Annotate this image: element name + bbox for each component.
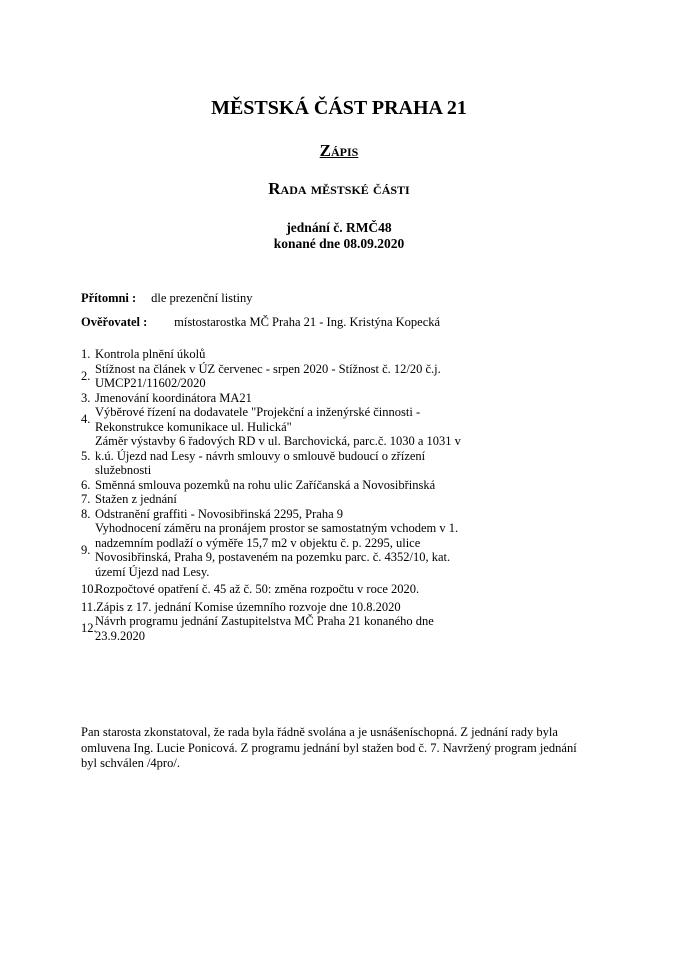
verifier-label: Ověřovatel : (81, 315, 148, 329)
agenda-item-line: území Újezd nad Lesy. (95, 564, 210, 579)
agenda-item (81, 405, 521, 434)
agenda-item (81, 600, 521, 615)
agenda-item (81, 434, 521, 478)
statement-paragraph: Pan starosta zkonstatoval, že rada byla řádně svolána a je usnášeníschopná. Z jednání rady byla omluvena Ing. Lucie Ponicová. Z programu jednání byl stažen bod č. 7. Navržený program jednání byl schválen /4pro/. (81, 725, 577, 770)
present-row (81, 290, 252, 306)
agenda-item-text (95, 478, 521, 493)
agenda-item-line: k.ú. Újezd nad Lesy - návrh smlouvy o smlouvě budoucí o zřízení (95, 448, 426, 463)
body-heading: Rada městské části (268, 179, 410, 198)
agenda-item (81, 614, 521, 643)
agenda-item-line: UMCP21/11602/2020 (95, 376, 206, 390)
agenda-item (81, 362, 521, 391)
municipality-title: MĚSTSKÁ ČÁST PRAHA 21 (211, 97, 467, 119)
verifier-row (81, 314, 440, 330)
agenda-item-text (95, 521, 521, 579)
agenda-item (81, 478, 521, 493)
agenda-item-text (95, 434, 521, 478)
agenda-item-line: služebnosti (95, 463, 152, 477)
agenda-item-line: Záměr výstavby 6 řadových RD v ul. Barchovická, parc.č. 1030 a 1031 v (95, 434, 461, 448)
agenda-item-text (95, 582, 521, 597)
agenda-item-number: 2. (81, 368, 91, 383)
agenda-item-number: 10. (81, 582, 97, 596)
agenda-item-line: 23.9.2020 (95, 628, 145, 643)
agenda-item (81, 582, 521, 597)
agenda-item-text (95, 347, 521, 362)
present-value: dle prezenční listiny (151, 291, 253, 305)
agenda-item (81, 521, 521, 579)
agenda-item-number: 9. (81, 542, 91, 557)
agenda-item-text (95, 405, 521, 434)
agenda-item-number: 12. (81, 621, 97, 636)
agenda-item-line: nadzemním podlaží o výměře 15,7 m2 v objektu č. p. 2295, ulice (95, 535, 421, 550)
agenda-item-line: Jmenování koordinátora MA21 (95, 390, 252, 405)
agenda-item-line: Návrh programu jednání Zastupitelstva MČ Praha 21 konaného dne (95, 614, 434, 628)
agenda-item (81, 507, 521, 522)
agenda-item-line: Odstranění graffiti - Novosibřinská 2295, Praha 9 (95, 506, 343, 521)
agenda-item-line: Zápis z 17. jednání Komise územního rozvoje dne 10.8.2020 (96, 599, 401, 614)
document-type-heading: Zápis (319, 141, 359, 160)
agenda-item (81, 347, 521, 362)
agenda-item-number: 3. (81, 390, 91, 405)
agenda-item-line: Kontrola plnění úkolů (95, 347, 206, 361)
agenda-item (81, 492, 521, 507)
agenda-item-line: Směnná smlouva pozemků na rohu ulic Zaříčanská a Novosibřinská (95, 477, 436, 492)
agenda-item-text (95, 362, 521, 391)
agenda-item-number: 8. (81, 506, 91, 521)
agenda-item-line: Výběrové řízení na dodavatele "Projekční a inženýrské činnosti - (95, 405, 421, 419)
agenda-item-text (95, 507, 521, 522)
agenda-item-line: Novosibřinská, Praha 9, postaveném na pozemku parc. č. 4352/10, kat. (95, 550, 451, 564)
agenda-item-line: Rozpočtové opatření č. 45 až č. 50: změna rozpočtu v roce 2020. (95, 582, 420, 596)
agenda-item-number: 5. (81, 448, 91, 463)
meeting-number: jednání č. RMČ48 (286, 220, 392, 235)
agenda-item-text (95, 391, 521, 406)
verifier-value: místostarostka MČ Praha 21 - Ing. Kristýna Kopecká (174, 315, 441, 329)
agenda-list (81, 347, 521, 643)
agenda-item-line: Stížnost na článek v ÚZ červenec - srpen 2020 - Stížnost č. 12/20 č.j. (95, 361, 441, 376)
agenda-item-line: Rekonstrukce komunikace ul. Hulická" (95, 419, 292, 434)
agenda-item-number: 4. (81, 412, 91, 427)
meeting-date: konané dne 08.09.2020 (273, 236, 405, 251)
agenda-item-text (95, 614, 521, 643)
agenda-item-text (96, 600, 521, 615)
agenda-item-line: Vyhodnocení záměru na pronájem prostor se samostatným vchodem v 1. (95, 521, 459, 535)
agenda-item-text (95, 492, 521, 507)
agenda-item-number: 6. (81, 477, 91, 492)
agenda-item-line: Stažen z jednání (95, 492, 177, 506)
present-label: Přítomni : (81, 291, 137, 305)
agenda-item-number: 1. (81, 347, 91, 361)
agenda-item (81, 391, 521, 406)
agenda-item-number: 11. (81, 599, 97, 614)
agenda-item-number: 7. (81, 492, 91, 506)
